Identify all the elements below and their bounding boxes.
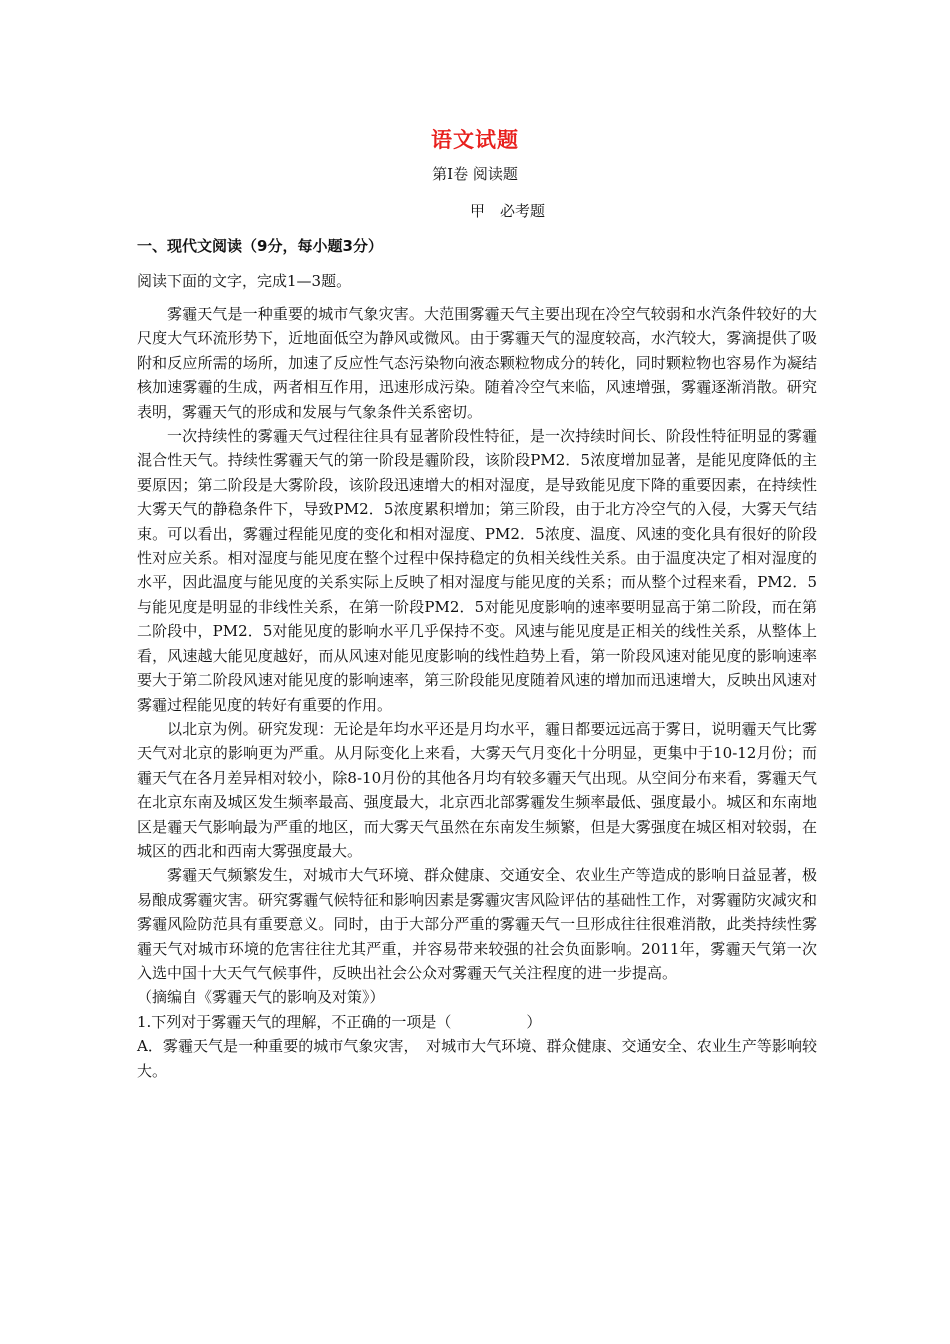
passage-paragraph: 以北京为例。研究发现：无论是年均水平还是月均水平，霾日都要远远高于雾日，说明霾天气比雾天气对北京的影响更为严重。从月际变化上来看，大雾天气月变化十分明显，更集中于10-12月份；而霾天气在各月差异相对较小，除8-10月份的其他各月均有较多霾天气出现。从空间分布来看，雾霾天气在北京东南及城区发生频率最高、强度最大，北京西北部雾霾发生频率最低、强度最小。城区和东南地区是霾天气影响最为严重的地区，而大雾天气虽然在东南发生频繁，但是大雾强度在城区相对较弱，在城区的西北和西南大雾强度最大。 [137,719,817,860]
volume-subtitle: 第Ⅰ卷 阅读题 [432,165,518,183]
section-heading: 一、现代文阅读（9分，每小题3分） [137,237,383,255]
passage-paragraph: 雾霾天气频繁发生，对城市大气环境、群众健康、交通安全、农业生产等造成的影响日益显著，极易酿成雾霾灾害。研究雾霾气候特征和影响因素是雾霾灾害风险评估的基础性工作，对雾霾防灾减灾和雾霾风险防范具有重要意义。同时，由于大部分严重的雾霾天气一旦形成往往很难消散，此类持续性雾霾天气对城市环境的危害往往尤其严重，并容易带来较强的社会负面影响。2011年，雾霾天气第一次入选中国十大天气气候事件，反映出社会公众对雾霾天气关注程度的进一步提高。 [137,866,817,982]
exam-title: 语文试题 [431,128,519,152]
passage-paragraph: 雾霾天气是一种重要的城市气象灾害。大范围雾霾天气主要出现在冷空气较弱和水汽条件较好的大尺度大气环流形势下，近地面低空为静风或微风。由于雾霾天气的湿度较高，水汽较大，雾滴提供了吸附和反应所需的场所，加速了反应性气态污染物向液态颗粒物成分的转化，同时颗粒物也容易作为凝结核加速雾霾的生成，两者相互作用，迅速形成污染。随着冷空气来临，风速增强，雾霾逐渐消散。研究表明，雾霾天气的形成和发展与气象条件关系密切。 [137,305,817,421]
reading-passage [137,302,817,1083]
reading-instruction: 阅读下面的文字，完成1—3题。 [137,272,352,290]
passage-source: （摘编自《雾霾天气的影响及对策》） [137,988,385,1007]
question-1: 1.下列对于雾霾天气的理解，不正确的一项是（ ） [137,1012,542,1031]
question-1-option-a: A．雾霾天气是一种重要的城市气象灾害， 对城市大气环境、群众健康、交通安全、农业生产等影响较大。 [137,1037,817,1080]
passage-paragraph: 一次持续性的雾霾天气过程往往具有显著阶段性特征，是一次持续时间长、阶段性特征明显的雾霾混合性天气。持续性雾霾天气的第一阶段是霾阶段，该阶段PM2．5浓度增加显著，是能见度降低的主要原因；第二阶段是大雾阶段，该阶段迅速增大的相对湿度，是导致能见度下降的重要因素，在持续性大雾天气的静稳条件下，导致PM2．5浓度累积增加；第三阶段，由于北方冷空气的入侵，大雾天气结束。可以看出，雾霾过程能见度的变化和相对湿度、PM2．5浓度、温度、风速的变化具有很好的阶段性对应关系。相对湿度与能见度在整个过程中保持稳定的负相关线性关系。由于温度决定了相对湿度的水平，因此温度与能见度的关系实际上反映了相对湿度与能见度的关系；而从整个过程来看，PM2．5与能见度是明显的非线性关系，在第一阶段PM2．5对能见度影响的速率要明显高于第二阶段，而在第二阶段中，PM2．5对能见度的影响水平几乎保持不变。风速与能见度是正相关的线性关系，从整体上看，风速越大能见度越好，而从风速对能见度影响的线性趋势上看，第一阶段风速对能见度的影响速率要大于第二阶段风速对能见度的影响速率，第三阶段能见度随着风速的增加而迅速增大，反映出风速对雾霾过程能见度的转好有重要的作用。 [137,427,817,714]
section-subtitle: 甲 必考题 [470,202,546,220]
